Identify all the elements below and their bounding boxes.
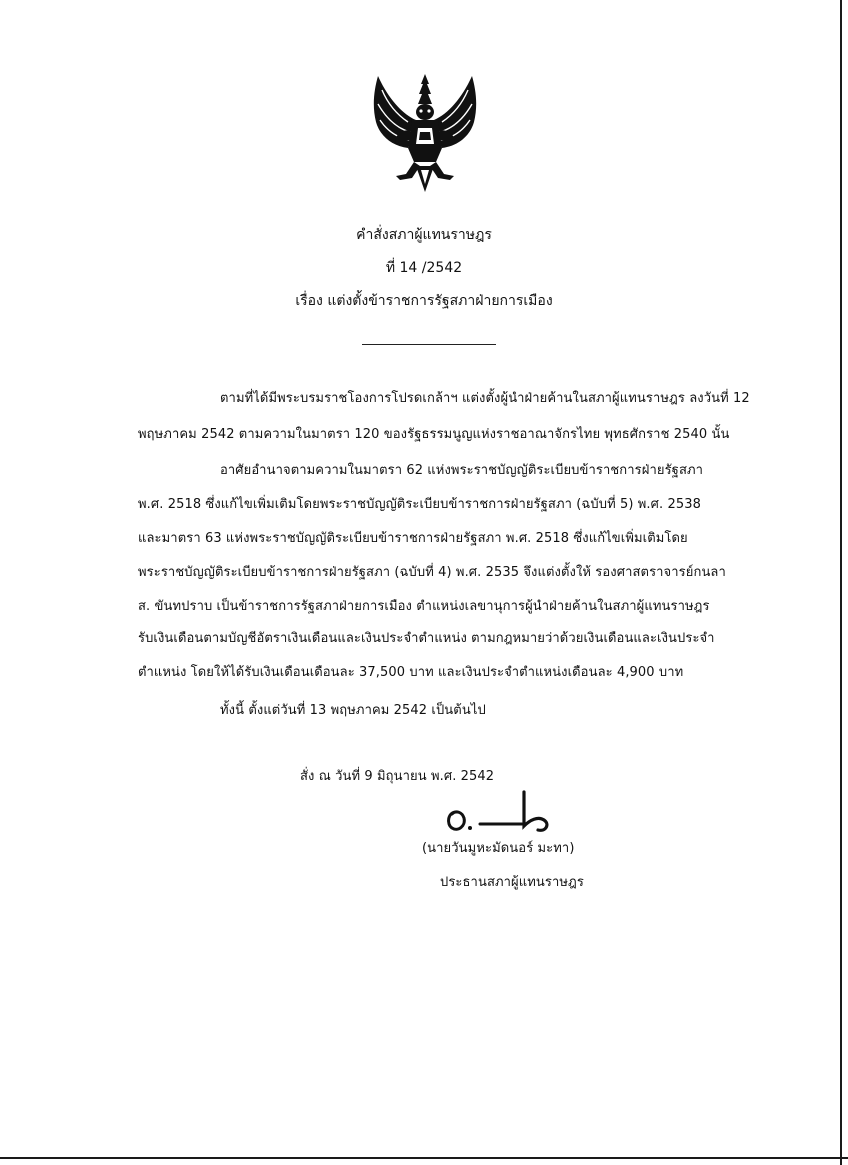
body-line-1: ตามที่ได้มีพระบรมราชโองการโปรดเกล้าฯ แต่งตั้งผู้นำฝ่ายค้านในสภาผู้แทนราษฎร ลงวันที่ 12 bbox=[220, 391, 750, 406]
title-divider bbox=[362, 344, 496, 345]
body-line-7: ส. ขันทปราบ เป็นข้าราชการรัฐสภาฝ่ายการเมือง ตำแหน่งเลขานุการผู้นำฝ่ายค้านในสภาผู้แทนราษฎร bbox=[138, 599, 710, 614]
page-edge-bottom bbox=[0, 1157, 848, 1159]
body-line-9: ตำแหน่ง โดยให้ได้รับเงินเดือนเดือนละ 37,500 บาท และเงินประจำตำแหน่งเดือนละ 4,900 บาท bbox=[138, 665, 684, 680]
effective-date-line: ทั้งนี้ ตั้งแต่วันที่ 13 พฤษภาคม 2542 เป็นต้นไป bbox=[220, 703, 486, 718]
body-line-4: พ.ศ. 2518 ซึ่งแก้ไขเพิ่มเติมโดยพระราชบัญญัติระเบียบข้าราชการฝ่ายรัฐสภา (ฉบับที่ 5) พ.ศ. 2538 bbox=[138, 497, 701, 512]
order-number: ที่ 14 /2542 bbox=[385, 260, 463, 276]
body-line-6: พระราชบัญญัติระเบียบข้าราชการฝ่ายรัฐสภา (ฉบับที่ 4) พ.ศ. 2535 จึงแต่งตั้งให้ รองศาสตราจารย์กนลา bbox=[138, 565, 726, 580]
issue-date-line: สั่ง ณ วันที่ 9 มิถุนายน พ.ศ. 2542 bbox=[300, 769, 495, 784]
garuda-emblem bbox=[366, 70, 484, 194]
order-title: คำสั่งสภาผู้แทนราษฎร bbox=[356, 227, 492, 243]
order-subject: เรื่อง แต่งตั้งข้าราชการรัฐสภาฝ่ายการเมือง bbox=[295, 293, 553, 309]
signer-position: ประธานสภาผู้แทนราษฎร bbox=[440, 875, 584, 890]
body-line-8: รับเงินเดือนตามบัญชีอัตราเงินเดือนและเงินประจำตำแหน่ง ตามกฎหมายว่าด้วยเงินเดือนและเงินประจำ bbox=[138, 631, 715, 646]
body-line-5: และมาตรา 63 แห่งพระราชบัญญัติระเบียบข้าราชการฝ่ายรัฐสภา พ.ศ. 2518 ซึ่งแก้ไขเพิ่มเติมโดย bbox=[138, 531, 688, 546]
body-line-2: พฤษภาคม 2542 ตามความในมาตรา 120 ของรัฐธรรมนูญแห่งราชอาณาจักรไทย พุทธศักราช 2540 นั้น bbox=[138, 427, 730, 442]
handwritten-signature bbox=[440, 790, 570, 840]
body-line-3: อาศัยอำนาจตามความในมาตรา 62 แห่งพระราชบัญญัติระเบียบข้าราชการฝ่ายรัฐสภา bbox=[220, 463, 704, 478]
signer-name: (นายวันมูหะมัดนอร์ มะทา) bbox=[422, 841, 575, 856]
page-edge-right bbox=[840, 0, 842, 1165]
